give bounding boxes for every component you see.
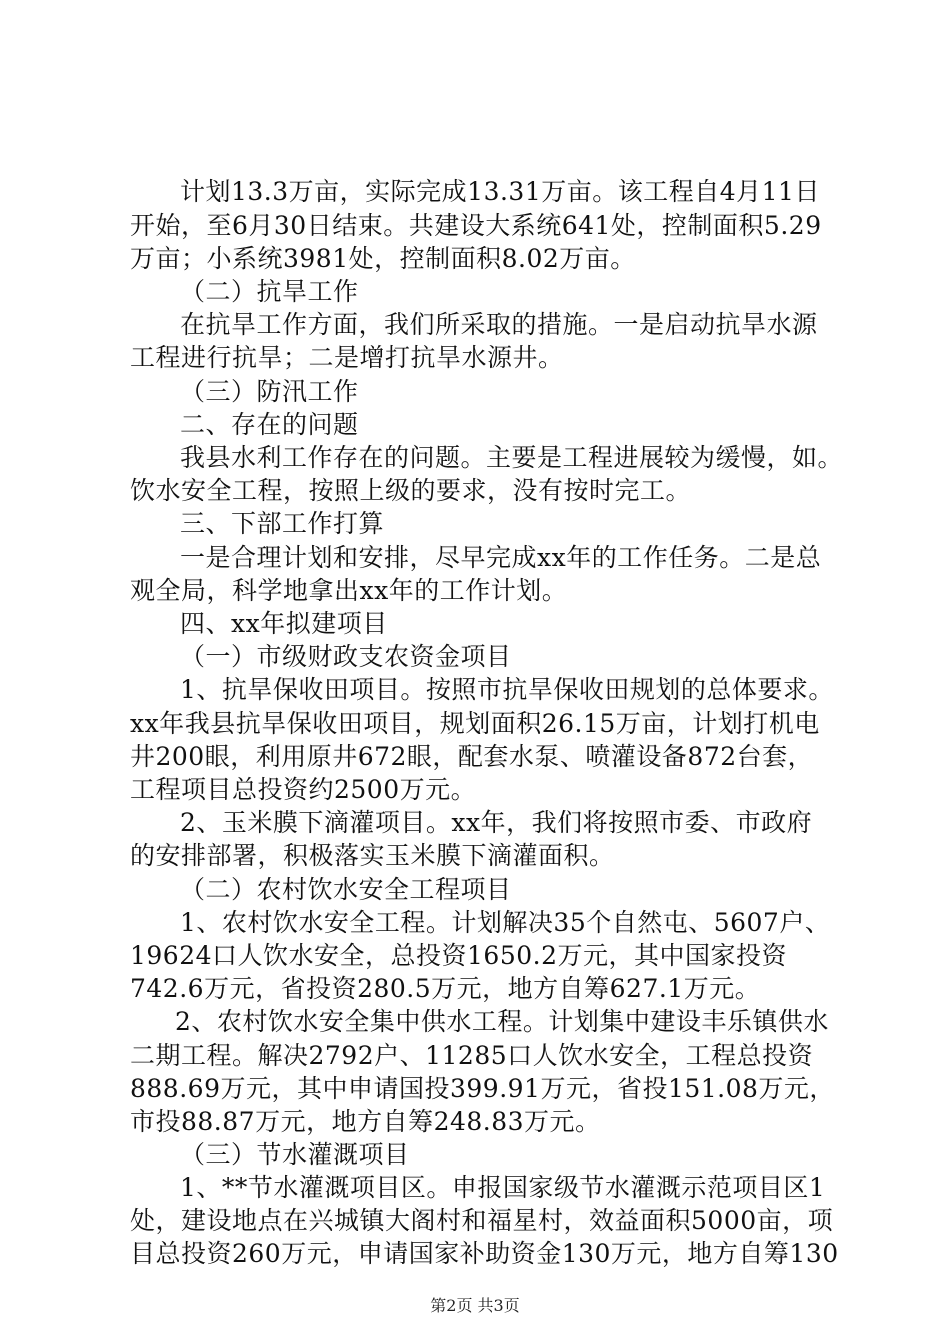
text-line: 在抗旱工作方面，我们所采取的措施。一是启动抗旱水源 [180,310,818,339]
text-line: 19624口人饮水安全，总投资1650.2万元，其中国家投资 [130,941,788,970]
text-line: 工程项目总投资约2500万元。 [130,775,477,804]
text-line: 二期工程。解决2792户、11285口人饮水安全，工程总投资 [130,1041,814,1070]
section-heading: （一）市级财政支农资金项目 [180,642,512,671]
text-line: 的安排部署，积极落实玉米膜下滴灌面积。 [130,841,615,870]
text-line: 1、农村饮水安全工程。计划解决35个自然屯、5607户、 [180,908,831,937]
section-heading: （二）农村饮水安全工程项目 [180,875,512,904]
text-line: 开始，至6月30日结束。共建设大系统641处，控制面积5.29 [130,211,822,240]
text-line: 2、农村饮水安全集中供水工程。计划集中建设丰乐镇供水 [175,1007,829,1036]
text-line: 处，建设地点在兴城镇大阁村和福星村，效益面积5000亩，项 [130,1206,834,1235]
text-line: 742.6万元，省投资280.5万元，地方自筹627.1万元。 [130,974,761,1003]
section-heading: 四、xx年拟建项目 [180,609,388,638]
text-line: 饮水安全工程，按照上级的要求，没有按时完工。 [130,476,692,505]
text-line: xx年我县抗旱保收田项目，规划面积26.15万亩，计划打机电 [130,709,820,738]
text-line: 1、抗旱保收田项目。按照市抗旱保收田规划的总体要求。 [180,675,834,704]
text-line: 观全局，科学地拿出xx年的工作计划。 [130,576,568,605]
text-line: 1、**节水灌溉项目区。申报国家级节水灌溉示范项目区1 [180,1173,826,1202]
section-heading: 三、下部工作打算 [180,509,385,538]
text-line: 市投88.87万元，地方自筹248.83万元。 [130,1107,601,1136]
section-heading: （三）防汛工作 [180,377,359,406]
text-line: 我县水利工作存在的问题。主要是工程进展较为缓慢，如。 [180,443,844,472]
text-line: 工程进行抗旱；二是增打抗旱水源井。 [130,343,564,372]
section-heading: （二）抗旱工作 [180,277,359,306]
section-heading: 二、存在的问题 [180,410,359,439]
text-line: 2、玉米膜下滴灌项目。xx年，我们将按照市委、市政府 [180,808,813,837]
page-number: 第2页 共3页 [430,1296,520,1315]
text-line: 计划13.3万亩，实际完成13.31万亩。该工程自4月11日 [180,177,820,206]
text-line: 万亩；小系统3981处，控制面积8.02万亩。 [130,244,636,273]
section-heading: （三）节水灌溉项目 [180,1140,410,1169]
text-line: 井200眼，利用原井672眼，配套水泵、喷灌设备872台套， [130,742,814,771]
text-line: 888.69万元，其中申请国投399.91万元，省投151.08万元， [130,1074,835,1103]
text-line: 目总投资260万元，申请国家补助资金130万元，地方自筹130 [130,1239,839,1268]
text-line: 一是合理计划和安排，尽早完成xx年的工作任务。二是总 [180,543,822,572]
